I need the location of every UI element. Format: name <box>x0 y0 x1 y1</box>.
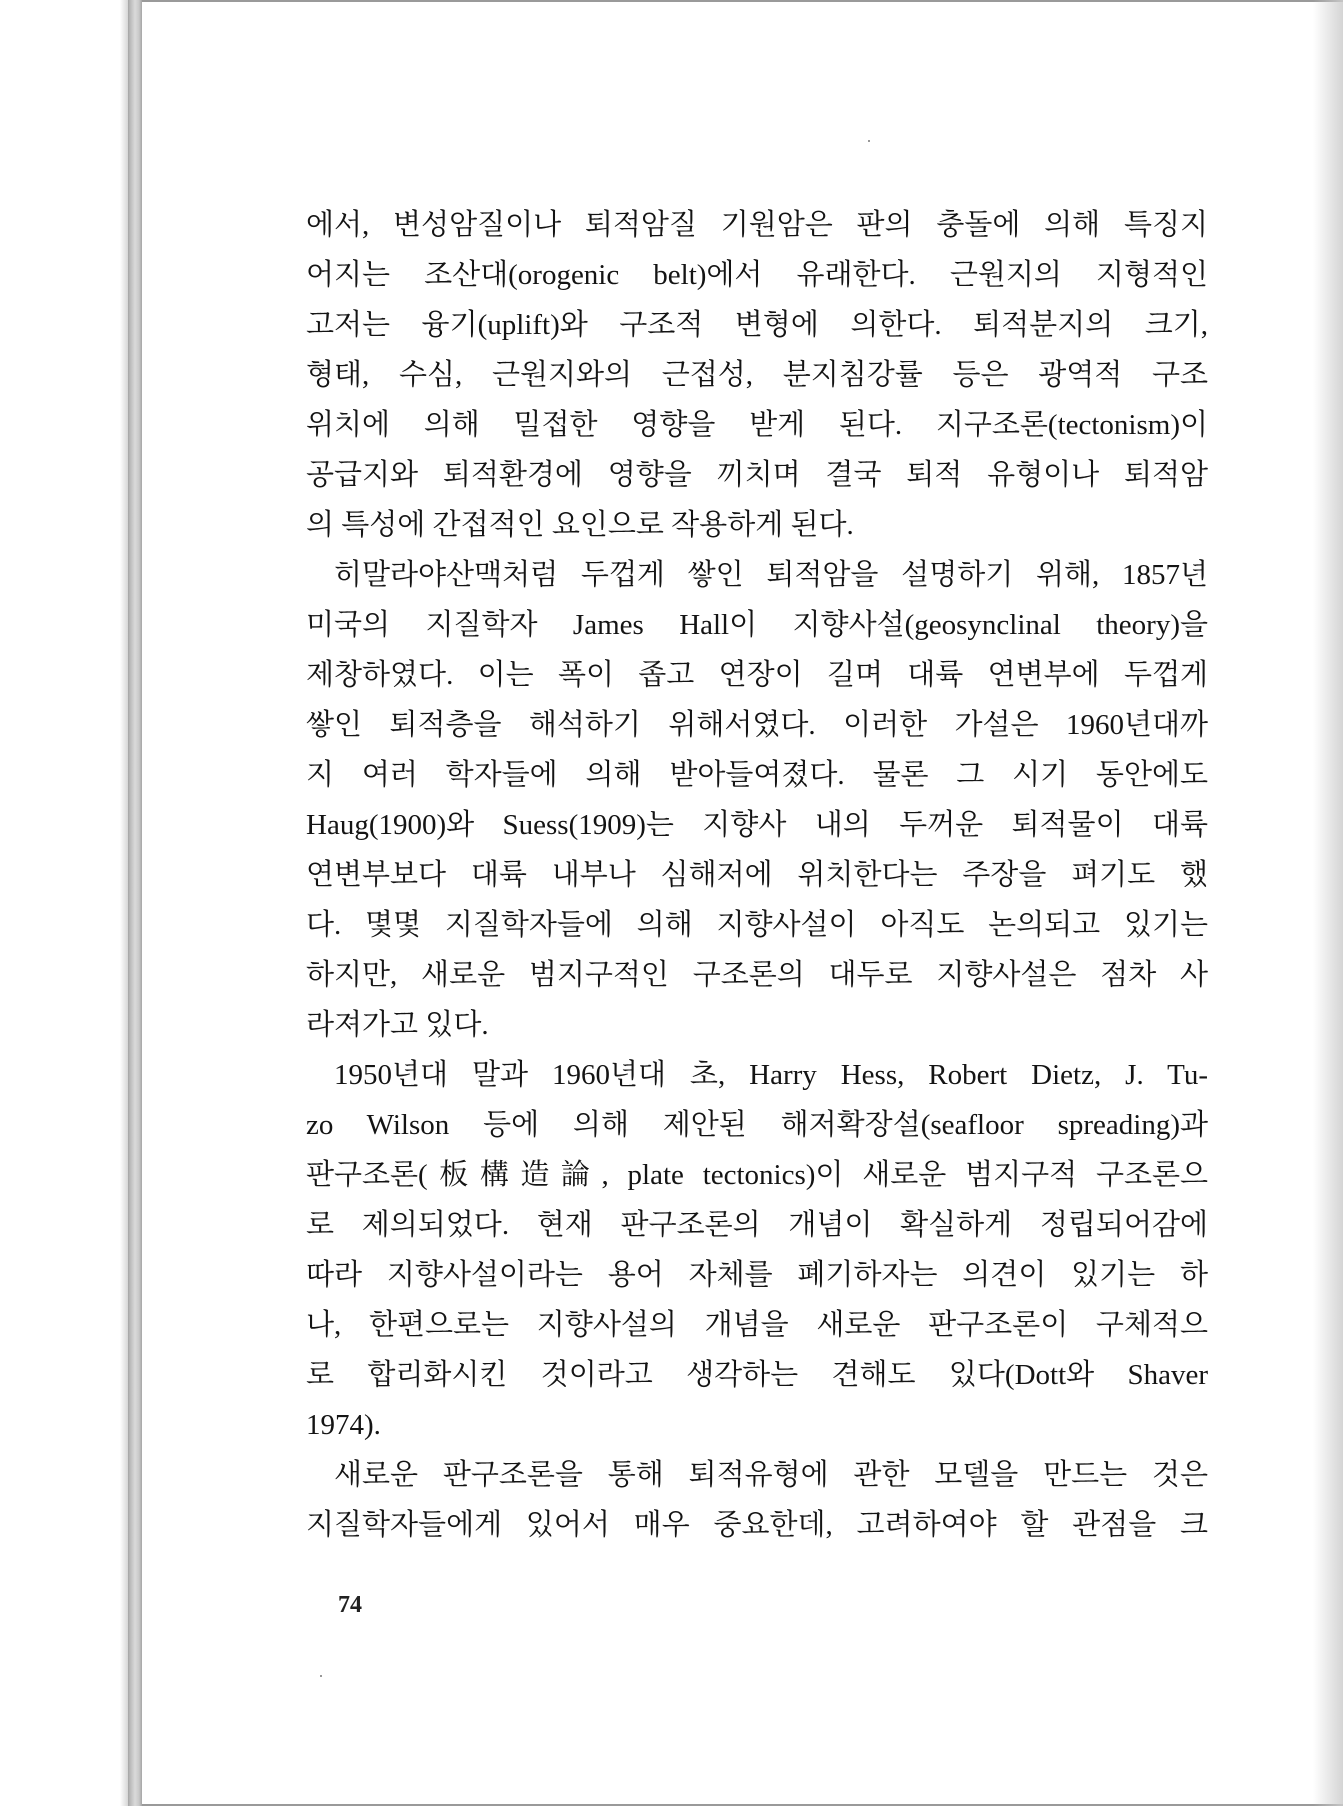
text-line: 미국의 지질학자 James Hall이 지향사설(geosynclinal theory)을 <box>306 609 1208 641</box>
text-line: 지 여러 학자들에 의해 받아들여졌다. 물론 그 시기 동안에도 <box>306 759 1208 791</box>
text-line: 다. 몇몇 지질학자들에 의해 지향사설이 아직도 논의되고 있기는 <box>306 909 1208 941</box>
text-line: 라져가고 있다. <box>306 1009 489 1041</box>
paragraph <box>306 550 1208 1050</box>
text-line: 1950년대 말과 1960년대 초, Harry Hess, Robert Dietz, J. Tu- <box>334 1059 1208 1091</box>
text-line: 하지만, 새로운 범지구적인 구조론의 대두로 지향사설은 점차 사 <box>306 959 1208 991</box>
page-speck <box>320 1675 322 1677</box>
text-line: 나, 한편으로는 지향사설의 개념을 새로운 판구조론이 구체적으 <box>306 1309 1208 1341</box>
text-line: 의 특성에 간접적인 요인으로 작용하게 된다. <box>306 509 854 541</box>
text-line: 공급지와 퇴적환경에 영향을 끼치며 결국 퇴적 유형이나 퇴적암 <box>306 459 1208 491</box>
page-binding-edge <box>126 0 142 1806</box>
text-line: 위치에 의해 밀접한 영향을 받게 된다. 지구조론(tectonism)이 <box>306 409 1208 441</box>
text-line: 새로운 판구조론을 통해 퇴적유형에 관한 모델을 만드는 것은 <box>334 1459 1208 1491</box>
page-right-shadow <box>1313 0 1343 1806</box>
paragraph <box>306 200 1208 550</box>
text-line: 따라 지향사설이라는 용어 자체를 폐기하자는 의견이 있기는 하 <box>306 1259 1208 1291</box>
paragraph <box>306 1050 1208 1450</box>
text-line: 로 합리화시킨 것이라고 생각하는 견해도 있다(Dott와 Shaver <box>306 1359 1208 1391</box>
text-line: 어지는 조산대(orogenic belt)에서 유래한다. 근원지의 지형적인 <box>306 259 1208 291</box>
text-line: 로 제의되었다. 현재 판구조론의 개념이 확실하게 정립되어감에 <box>306 1209 1208 1241</box>
paragraph <box>306 1450 1208 1550</box>
page-speck <box>868 140 870 142</box>
text-line: 히말라야산맥처럼 두껍게 쌓인 퇴적암을 설명하기 위해, 1857년 <box>334 559 1208 591</box>
text-line: 1974). <box>306 1409 381 1441</box>
text-line: 고저는 융기(uplift)와 구조적 변형에 의한다. 퇴적분지의 크기, <box>306 309 1208 341</box>
text-line: zo Wilson 등에 의해 제안된 해저확장설(seafloor spreading)과 <box>306 1109 1208 1141</box>
text-line: 형태, 수심, 근원지와의 근접성, 분지침강률 등은 광역적 구조 <box>306 359 1208 391</box>
text-line: 제창하였다. 이는 폭이 좁고 연장이 길며 대륙 연변부에 두껍게 <box>306 659 1208 691</box>
body-text <box>306 200 1208 1550</box>
text-line: 에서, 변성암질이나 퇴적암질 기원암은 판의 충돌에 의해 특징지 <box>306 209 1208 241</box>
text-line: 연변부보다 대륙 내부나 심해저에 위치한다는 주장을 펴기도 했 <box>306 859 1208 891</box>
text-line: 판구조론(板構造論, plate tectonics)이 새로운 범지구적 구조론으 <box>306 1159 1208 1191</box>
text-line: 지질학자들에게 있어서 매우 중요한데, 고려하여야 할 관점을 크 <box>306 1509 1208 1541</box>
text-line: 쌓인 퇴적층을 해석하기 위해서였다. 이러한 가설은 1960년대까 <box>306 709 1208 741</box>
text-line: Haug(1900)와 Suess(1909)는 지향사 내의 두꺼운 퇴적물이 대륙 <box>306 809 1208 841</box>
page-number: 74 <box>338 1592 362 1618</box>
